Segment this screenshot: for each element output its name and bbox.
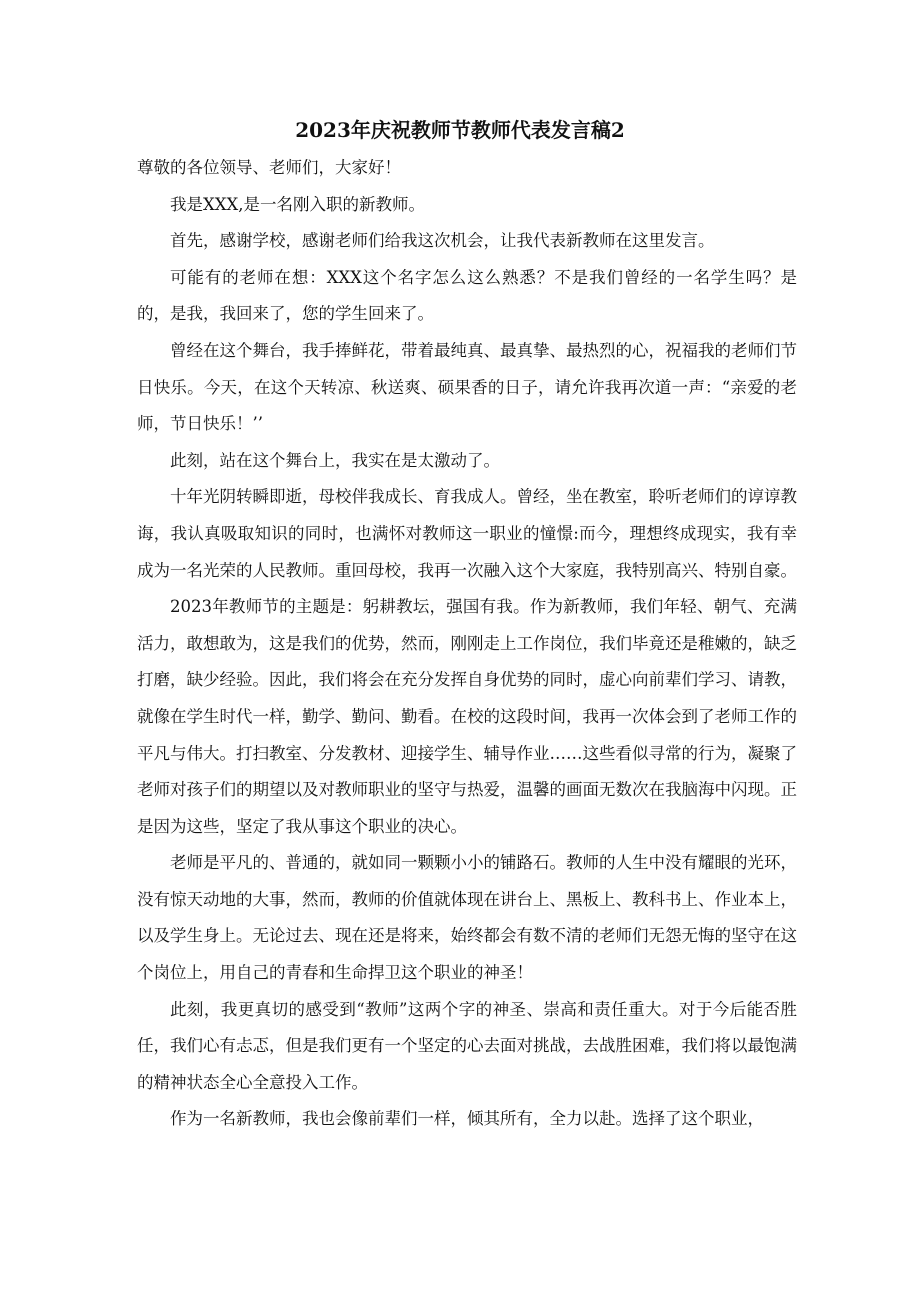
body-paragraph: 2023年教师节的主题是：躬耕教坛，强国有我。作为新教师，我们年轻、朝气、充满活力，敢想敢为，这是我们的优势，然而，刚刚走上工作岗位，我们毕竟还是稚嫩的，缺乏打磨，缺少经验。因此，我们将会在充分发挥自身优势的同时，虚心向前辈们学习、请教，就像在学生时代一样，勤学、勤问、勤看。在校的这段时间，我再一次体会到了老师工作的平凡与伟大。打扫教室、分发教材、迎接学生、辅导作业……这些看似寻常的行为，凝聚了老师对孩子们的期望以及对教师职业的坚守与热爱，温馨的画面无数次在我脑海中闪现。正是因为这些，坚定了我从事这个职业的决心。 — [137, 597, 797, 836]
body-paragraph: 我是XXX,是一名刚入职的新教师。 — [170, 194, 425, 214]
document-body — [137, 150, 797, 1138]
body-paragraph: 作为一名新教师，我也会像前辈们一样，倾其所有，全力以赴。选择了这个职业， — [170, 1109, 764, 1129]
body-paragraph: 首先，感谢学校，感谢老师们给我这次机会，让我代表新教师在这里发言。 — [170, 231, 715, 251]
body-paragraph: 曾经在这个舞台，我手捧鲜花，带着最纯真、最真挚、最热烈的心，祝福我的老师们节日快乐。今天，在这个天转凉、秋送爽、硕果香的日子，请允许我再次道一声：“亲爱的老师，节日快乐！’’ — [137, 340, 797, 434]
document-title: 2023年庆祝教师节教师代表发言稿2 — [295, 118, 625, 142]
body-paragraph: 十年光阴转瞬即逝，母校伴我成长、育我成人。曾经，坐在教室，聆听老师们的谆谆教诲，我认真吸取知识的同时，也满怀对教师这一职业的憧憬:而今，理想终成现实，我有幸成为一名光荣的人民教师。重回母校，我再一次融入这个大家庭，我特别高兴、特别自豪。 — [137, 487, 797, 580]
body-paragraph: 此刻，我更真切的感受到“教师”这两个字的神圣、崇高和责任重大。对于今后能否胜任，我们心有忐忑，但是我们更有一个坚定的心去面对挑战，去战胜困难，我们将以最饱满的精神状态全心全意投入工作。 — [137, 999, 797, 1092]
body-paragraph: 可能有的老师在想：XXX这个名字怎么这么熟悉？不是我们曾经的一名学生吗？是的，是我，我回来了，您的学生回来了。 — [137, 267, 797, 324]
body-paragraph: 此刻，站在这个舞台上，我实在是太激动了。 — [170, 450, 500, 470]
body-paragraph: 老师是平凡的、普通的，就如同一颗颗小小的铺路石。教师的人生中没有耀眼的光环，没有惊天动地的大事，然而，教师的价值就体现在讲台上、黑板上、教科书上、作业本上，以及学生身上。无论过去、现在还是将来，始终都会有数不清的老师们无怨无悔的坚守在这个岗位上，用自己的青春和生命捍卫这个职业的神圣！ — [137, 853, 797, 983]
greeting-paragraph: 尊敬的各位领导、老师们，大家好！ — [137, 158, 401, 177]
